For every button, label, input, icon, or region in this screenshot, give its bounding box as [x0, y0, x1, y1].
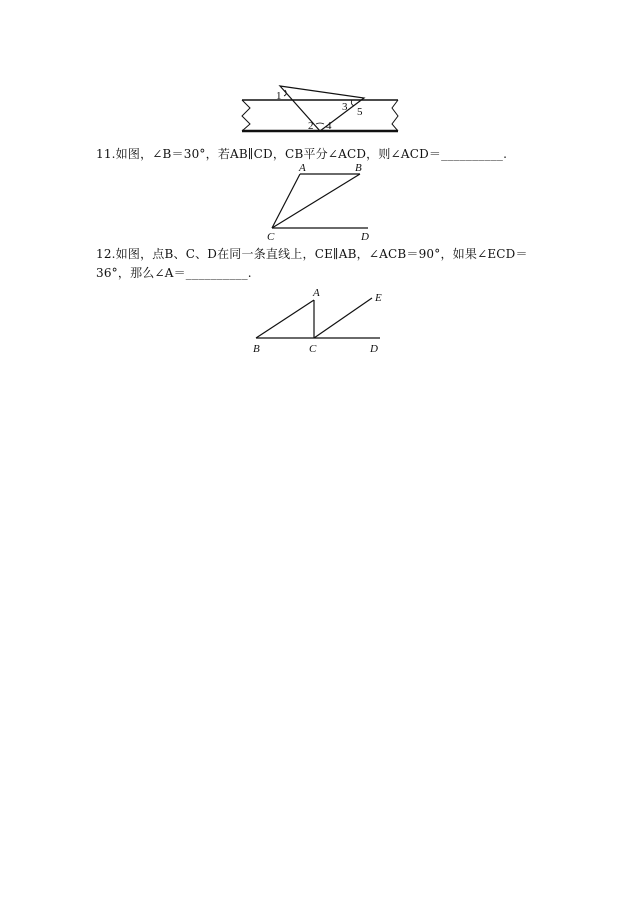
q12-point-c: C — [309, 343, 317, 355]
q11-point-d: D — [361, 231, 369, 243]
angle-label-2: 2 — [308, 120, 314, 132]
question-11-figure — [260, 160, 380, 242]
question-12-line-2: 36°，那么∠A＝__________. — [96, 266, 252, 280]
q11-point-c: C — [267, 231, 275, 243]
angle-label-1: 1 — [276, 90, 282, 102]
q12-point-a: A — [313, 287, 320, 299]
q11-point-a: A — [299, 162, 306, 174]
question-12-figure — [250, 284, 390, 358]
angle-label-4: 4 — [326, 120, 332, 132]
angle-label-3: 3 — [342, 101, 348, 113]
q12-point-e: E — [375, 292, 382, 304]
question-12-line-1: 12.如图，点B、C、D在同一条直线上，CE∥AB，∠ACB＝90°，如果∠ECD＝ — [96, 247, 528, 261]
q11-point-b: B — [355, 162, 362, 174]
angle-label-5: 5 — [357, 106, 363, 118]
folded-strip-figure — [236, 80, 406, 140]
q12-point-b: B — [253, 343, 260, 355]
q12-point-d: D — [370, 343, 378, 355]
question-11-text: 11.如图，∠B＝30°，若AB∥CD，CB平分∠ACD，则∠ACD＝__________. — [96, 147, 508, 161]
